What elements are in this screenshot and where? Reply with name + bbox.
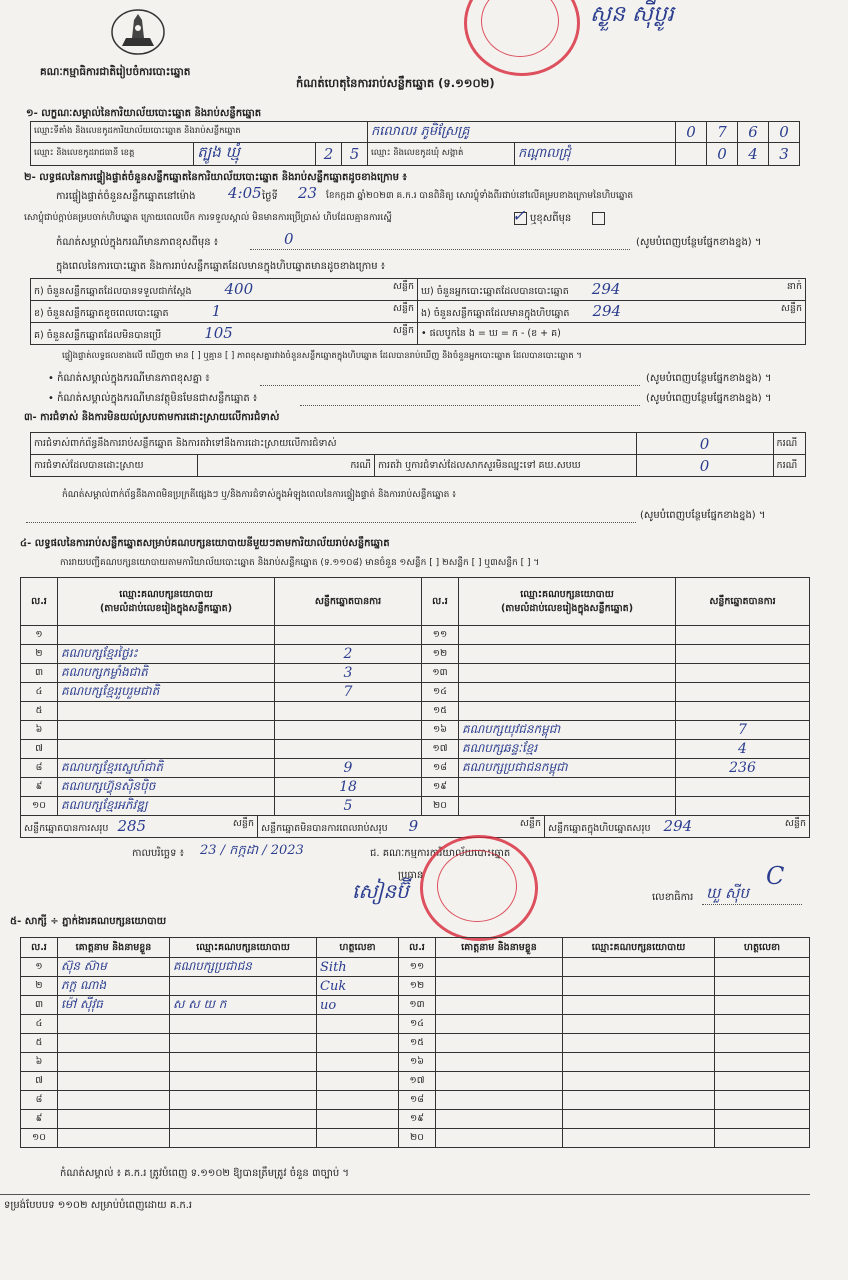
vote-count	[275, 721, 422, 740]
vote-count	[275, 740, 422, 759]
witness-name	[58, 1129, 170, 1148]
total-valid: 285	[117, 817, 147, 835]
witness-party: គណបក្សប្រជាជន	[170, 958, 317, 977]
col-party: ឈ្មោះគណបក្សនយោបាយ	[520, 588, 614, 600]
row-number: ១៥	[399, 1034, 436, 1053]
witness-party: ស ស យ ក	[170, 996, 317, 1015]
vote-count: 7	[275, 683, 422, 702]
row-number: ១២	[422, 645, 459, 664]
objection-note: កំណត់សម្គាល់ពាក់ព័ន្ធនឹងភាពមិនប្រក្រតីផ្សេងៗ ឬ/និងការជំទាស់ក្នុងអំឡុងពេលនៃការផ្ទៀងផ្ទាត់ និងការរាប់សន្លឹកឆ្នោត ៖	[62, 490, 457, 500]
row-number: ១២	[399, 977, 436, 996]
vote-count: 7	[676, 721, 810, 740]
row-number: ៩	[21, 778, 58, 797]
table-row	[21, 1034, 810, 1053]
table-row	[21, 1053, 810, 1072]
org-name: គណៈកម្មាធិការជាតិរៀបចំការបោះឆ្នោត	[40, 66, 191, 78]
col-sign: ហត្ថលេខា	[317, 938, 399, 958]
row-number: ១៥	[422, 702, 459, 721]
commune-code-digit: 3	[769, 143, 800, 166]
witness-signature	[715, 977, 810, 996]
row-number: ១	[21, 958, 58, 977]
province-code-digit: 2	[315, 143, 341, 166]
objection-row2b-value: 0	[636, 455, 773, 477]
row-number: ១៩	[399, 1110, 436, 1129]
witness-party	[563, 958, 715, 977]
table-row	[21, 645, 810, 664]
witness-party	[170, 1091, 317, 1110]
witness-name: ម៉ៅ ស៊ីវុធ	[58, 996, 170, 1015]
seal-different-checkbox	[592, 212, 605, 225]
row-number: ២	[21, 645, 58, 664]
party-name	[459, 664, 676, 683]
province-name: ត្បូង ឃ្មុំ	[194, 143, 316, 166]
note-foreign-object: • កំណត់សម្គាល់ក្នុងករណីមានវត្ថុមិនមែនជាសន្លឹកឆ្នោត ៖	[48, 393, 258, 404]
table-row	[21, 1015, 810, 1034]
party-name: គណបក្សប្រជាជនកម្ពុជា	[459, 759, 676, 778]
table-row	[21, 1129, 810, 1148]
row-number: ៨	[21, 759, 58, 778]
counts-intro: ក្នុងពេលនៃការបោះឆ្នោត និងការរាប់សន្លឹកឆ្នោតដែលមានក្នុងហិបឆ្នោតមានដូចខាងក្រោម ៖	[56, 261, 386, 272]
party-name: គណបក្សខ្មែរអភិវឌ្ឍ	[58, 797, 275, 816]
row-number: ១៦	[422, 721, 459, 740]
item-e-value: 294	[592, 302, 622, 320]
witness-name	[58, 1110, 170, 1129]
compare-line: ផ្ទៀងផ្ទាត់លទ្ធផលខាងលើ ឃើញថា មាន [ ] ឬគ្មាន [ ] ភាពខុសគ្នារវាងចំនួនសន្លឹកឆ្នោតក្នុងហិបឆ្នោត ដែលបានរាប់ឃើញ និងចំនួនអ្នកបោះឆ្នោត ដែលបានបោះឆ្នោត ។	[62, 351, 582, 361]
date-label: កាលបរិច្ឆេទ ៖	[132, 848, 185, 859]
section4-intro: ការរាយបញ្ជីគណបក្សនយោបាយតាមការិយាល័យបោះឆ្នោត និងរាប់សន្លឹកឆ្នោត (ទ.១១០៨) មានចំនួន ១សន្លឹក [ ] ២សន្លឹក [ ] ឬ៣សន្លឹក [ ] ។	[60, 558, 540, 568]
col-votes: សន្លឹកឆ្នោតបានការ	[676, 578, 810, 626]
item-b-label: ខ) ចំនួនសន្លឹកឆ្នោតខូចពេលបោះឆ្នោត	[34, 308, 169, 319]
witness-signature	[715, 996, 810, 1015]
row-number: ១១	[422, 626, 459, 645]
party-name	[58, 740, 275, 759]
empty-cell	[676, 143, 707, 166]
item-a-value: 400	[224, 280, 254, 298]
unit-sheet: សន្លឹក	[392, 303, 414, 314]
row-number: ១	[21, 626, 58, 645]
objection-row1-label: ការជំទាស់ពាក់ព័ន្ធនឹងការរាប់សន្លឹកឆ្នោត និងការតវ៉ាទៅនឹងការដោះស្រាយលើការជំទាស់	[31, 433, 637, 455]
witness-name: ស៊ុន ស៊ាម	[58, 958, 170, 977]
vote-count: 9	[275, 759, 422, 778]
unit-sheet: សន្លឹក	[392, 325, 414, 336]
vote-count: 3	[275, 664, 422, 683]
vote-count: 5	[275, 797, 422, 816]
row-number: ៧	[21, 740, 58, 759]
witness-name	[436, 1129, 563, 1148]
witness-name	[436, 1034, 563, 1053]
witness-name	[58, 1072, 170, 1091]
reason-value: 0	[284, 230, 294, 248]
row-number: ១៧	[399, 1072, 436, 1091]
table-row	[21, 1110, 810, 1129]
verify-line-c: ខែកក្កដា ឆ្នាំ២០២៣ គ.ក.រ បានពិនិត្យ សោរប្លុំទាំងពីរជាប់នៅលើគម្របខាងក្រោមនៃហិបឆ្នោត	[326, 191, 634, 201]
row-number: ៩	[21, 1110, 58, 1129]
witness-name	[436, 1072, 563, 1091]
location-name: កលោលរ ភូមិស្រែគ្រូ	[368, 122, 676, 143]
witness-signature: Sith	[317, 958, 399, 977]
table-row	[21, 721, 810, 740]
vote-count	[676, 683, 810, 702]
table-row	[21, 664, 810, 683]
vote-count	[676, 626, 810, 645]
witness-signature	[715, 1034, 810, 1053]
witness-name	[436, 1053, 563, 1072]
witness-signature	[317, 1129, 399, 1148]
witness-signature: Cuk	[317, 977, 399, 996]
vote-count: 236	[676, 759, 810, 778]
total-box: 294	[663, 817, 693, 835]
chair-signature: សៀនប៊ី	[352, 879, 409, 903]
party-name	[459, 702, 676, 721]
witness-signature	[317, 1091, 399, 1110]
witness-name	[436, 1110, 563, 1129]
col-no: ល.រ	[422, 578, 459, 626]
unit-case: ករណី	[773, 455, 805, 477]
party-name: គណបក្សខ្មែររួបរួមជាតិ	[58, 683, 275, 702]
col-name: គោត្តនាម និងនាមខ្លួន	[58, 938, 170, 958]
row-number: ២	[21, 977, 58, 996]
witness-party	[170, 1034, 317, 1053]
table-row	[21, 958, 810, 977]
location-code-digit: 0	[769, 122, 800, 143]
witness-table	[20, 937, 810, 1148]
witness-signature	[715, 1110, 810, 1129]
witness-party	[170, 1129, 317, 1148]
table-row	[21, 778, 810, 797]
seal-line: សោប្លុំជាប់ក្តាប់គម្របចាក់ហិបឆ្នោត ក្រោយពេលបើក ការទទួលស្គាល់ មិនមានការប្រើប្រាស់ ហិបដែលគ្មានការស្នើ	[24, 213, 392, 223]
unit-sheet: សន្លឹក	[784, 818, 806, 829]
col-party-sub: (តាមលំដាប់លេខរៀងក្នុងសន្លឹកឆ្នោត)	[500, 602, 634, 614]
table-row	[21, 740, 810, 759]
witness-name	[58, 1091, 170, 1110]
date-value: 23 / កក្កដា / 2023	[200, 843, 304, 858]
results-table	[20, 577, 810, 816]
row-number: ១៧	[422, 740, 459, 759]
province-code-digit: 5	[341, 143, 367, 166]
party-name	[58, 721, 275, 740]
vote-count: 18	[275, 778, 422, 797]
witness-signature	[715, 1091, 810, 1110]
witness-party	[563, 1110, 715, 1129]
table-row	[21, 759, 810, 778]
objection-row2b-label: ការតវ៉ា ឬការជំទាស់ដែលសាកសួរមិនឈ្នះទៅ គឃ.សបឃ	[375, 455, 637, 477]
section5-title: ៥- សាក្សី ÷ ភ្នាក់ងារគណបក្សនយោបាយ	[10, 916, 167, 927]
witness-signature	[715, 1053, 810, 1072]
vote-count	[275, 626, 422, 645]
witness-name	[436, 1091, 563, 1110]
party-name	[459, 778, 676, 797]
reason-label: កំណត់សម្គាល់ក្នុងករណីមានភាពខុសពីមុន ៖	[56, 237, 219, 248]
unit-sheet: សន្លឹក	[780, 303, 802, 314]
form-reference: ទម្រង់បែបបទ ១១០២ សម្រាប់បំពេញដោយ គ.ក.រ	[4, 1200, 193, 1211]
table-row	[21, 626, 810, 645]
col-party: ឈ្មោះគណបក្សនយោបាយ	[170, 938, 317, 958]
witness-signature: uo	[317, 996, 399, 1015]
col-votes: សន្លឹកឆ្នោតបានការ	[275, 578, 422, 626]
vote-count: 4	[676, 740, 810, 759]
witness-signature	[317, 1110, 399, 1129]
unit-sheet: សន្លឹក	[392, 281, 414, 292]
unit-person: នាក់	[786, 281, 802, 292]
witness-name: ភក្ដ ណាង	[58, 977, 170, 996]
footer-note: កំណត់សម្គាល់ ៖ គ.ក.រ ត្រូវបំពេញ ទ.១១០២ ឱ្យបានត្រឹមត្រូវ ចំនួន ៣ច្បាប់ ។	[60, 1168, 349, 1179]
row-number: ៦	[21, 721, 58, 740]
verify-line-b: ថ្ងៃទី	[262, 191, 278, 202]
vote-count	[676, 797, 810, 816]
party-name	[58, 626, 275, 645]
witness-signature	[715, 1072, 810, 1091]
committee-seal-icon	[420, 835, 538, 941]
row-number: ៤	[21, 1015, 58, 1034]
total-invalid-label: សន្លឹកឆ្នោតមិនបានការពេលរាប់សរុប	[261, 823, 388, 834]
row-number: ១៣	[399, 996, 436, 1015]
section1-title: ១- លក្ខណៈសម្គាល់នៃការិយាល័យបោះឆ្នោត និងរាប់សន្លឹកឆ្នោត	[26, 108, 262, 119]
row-number: ២០	[422, 797, 459, 816]
table-row	[21, 1072, 810, 1091]
row-number: ៨	[21, 1091, 58, 1110]
witness-party	[563, 977, 715, 996]
col-party-sub: (តាមលំដាប់លេខរៀងក្នុងសន្លឹកឆ្នោត)	[99, 602, 233, 614]
party-name: គណបក្សឆន្ទៈខ្មែរ	[459, 740, 676, 759]
party-name: គណបក្សខ្មែរថ្ងៃរះ	[58, 645, 275, 664]
witness-signature	[317, 1034, 399, 1053]
section2-title: ២- លទ្ធផលនៃការផ្ទៀងផ្ទាត់ចំនួនសន្លឹកឆ្នោតនៃការិយាល័យបោះឆ្នោត និងរាប់សន្លឹកឆ្នោតដូចខាងក្រោម ៖	[24, 172, 407, 183]
party-name: គណបក្សកម្លាំងជាតិ	[58, 664, 275, 683]
secretary-label: លេខាធិការ	[652, 892, 694, 903]
total-invalid: 9	[408, 817, 419, 835]
item-c-value: 105	[204, 324, 233, 342]
vote-count	[676, 778, 810, 797]
col-party: ឈ្មោះគណបក្សនយោបាយ	[563, 938, 715, 958]
vote-count: 2	[275, 645, 422, 664]
col-name: គោត្តនាម និងនាមខ្លួន	[436, 938, 563, 958]
witness-party	[563, 1091, 715, 1110]
unit-case: ករណី	[773, 433, 805, 455]
note-difference: • កំណត់សម្គាល់ក្នុងករណីមានភាពខុសគ្នា ៖	[48, 373, 210, 384]
witness-signature	[715, 1129, 810, 1148]
row-number: ១០	[21, 1129, 58, 1148]
party-name	[459, 626, 676, 645]
footer-divider	[0, 1194, 810, 1195]
row-number: ២០	[399, 1129, 436, 1148]
party-name	[58, 702, 275, 721]
item-e-label: ង) ចំនួនសន្លឹកឆ្នោតដែលមានក្នុងហិបឆ្នោត	[421, 308, 570, 319]
national-emblem-icon	[108, 6, 168, 58]
commune-code-digit: 0	[707, 143, 738, 166]
formula: • ផលបូកនៃ ង = ឃ = ក - (ខ + គ)	[418, 323, 806, 345]
col-no: ល.រ	[21, 578, 58, 626]
section3-title: ៣- ការជំទាស់ និងការមិនយល់ស្របតាមការដោះស្រាយលើការជំទាស់	[24, 412, 280, 423]
party-name	[459, 683, 676, 702]
unit-sheet: សន្លឹក	[232, 818, 254, 829]
table-row	[21, 702, 810, 721]
party-name	[459, 797, 676, 816]
vote-count	[676, 645, 810, 664]
location-code-digit: 7	[707, 122, 738, 143]
row-number: ១៤	[399, 1015, 436, 1034]
row-number: ១៦	[399, 1053, 436, 1072]
item-b-value: 1	[211, 302, 222, 320]
verify-time: 4:05	[228, 184, 262, 202]
row-number: ១៩	[422, 778, 459, 797]
row-number: ១៨	[399, 1091, 436, 1110]
witness-party	[563, 1015, 715, 1034]
witness-name	[436, 1015, 563, 1034]
witness-party	[170, 1015, 317, 1034]
witness-name	[58, 1015, 170, 1034]
witness-signature	[715, 1015, 810, 1034]
results-totals	[20, 815, 810, 838]
row-number: ៥	[21, 702, 58, 721]
party-name	[459, 645, 676, 664]
seal-different-label: ឬខុសពីមុន	[530, 213, 572, 224]
table-row	[21, 977, 810, 996]
row-number: ១៣	[422, 664, 459, 683]
commune-label: ឈ្មោះ និងលេខកូដឃុំ សង្កាត់	[368, 143, 515, 166]
witness-party	[170, 977, 317, 996]
item-a-label: ក) ចំនួនសន្លឹកឆ្នោតដែលបានទទួលជាក់ស្តែង	[34, 286, 192, 297]
section4-title: ៤- លទ្ធផលនៃការរាប់សន្លឹកឆ្នោតសម្រាប់គណបក្សនយោបាយនីមួយៗតាមការិយាល័យរាប់សន្លឹកឆ្នោត	[20, 538, 390, 549]
row-number: ៤	[21, 683, 58, 702]
row-number: ៣	[21, 996, 58, 1015]
witness-name	[58, 1034, 170, 1053]
row-number: ១០	[21, 797, 58, 816]
party-name: គណបក្សហ៊្វុនស៊ិនប៉ិច	[58, 778, 275, 797]
row-number: ៦	[21, 1053, 58, 1072]
witness-signature	[317, 1072, 399, 1091]
form-title: កំណត់ហេតុនៃការរាប់សន្លឹកឆ្នោត (ទ.១១០២)	[296, 76, 495, 90]
province-label: ឈ្មោះ និងលេខកូដរាជធានី ខេត្ត	[31, 143, 194, 166]
col-no: ល.រ	[21, 938, 58, 958]
official-seal-icon	[464, 0, 580, 76]
table-row	[21, 683, 810, 702]
witness-party	[563, 1129, 715, 1148]
location-label: ឈ្មោះទីតាំង និងលេខកូដការិយាល័យបោះឆ្នោត និងរាប់សន្លឹកឆ្នោត	[31, 122, 368, 143]
objection-fill-note: (សូមបំពេញបន្ថែមផ្នែកខាងខ្នង) ។	[640, 510, 766, 521]
seal-ok-mark: ✓	[512, 206, 526, 225]
witness-party	[563, 996, 715, 1015]
vote-count	[275, 702, 422, 721]
note1-fill: (សូមបំពេញបន្ថែមផ្នែកខាងខ្នង) ។	[646, 373, 772, 384]
total-box-label: សន្លឹកឆ្នោតក្នុងហិបឆ្នោតសរុប	[548, 823, 651, 834]
row-number: ១១	[399, 958, 436, 977]
table-row	[21, 1091, 810, 1110]
unit-case: ករណី	[350, 459, 371, 471]
chair-label: ប្រធាន	[398, 870, 424, 881]
witness-party	[170, 1053, 317, 1072]
secretary-signature: ឃួ ស៊ីប	[706, 884, 749, 902]
top-signature: ស្ងួន ស៊ីប្លូរ	[590, 2, 674, 27]
objection-row2-label: ការជំទាស់ដែលបានដោះស្រាយ	[31, 455, 198, 477]
location-code-digit: 0	[676, 122, 707, 143]
secretary-mark: C	[766, 862, 785, 890]
verify-day: 23	[298, 184, 318, 202]
row-number: ១៤	[422, 683, 459, 702]
col-party: ឈ្មោះគណបក្សនយោបាយ	[119, 588, 213, 600]
verify-line-a: ការផ្ទៀងផ្ទាត់ចំនួនសន្លឹកឆ្នោតនៅម៉ោង	[56, 191, 196, 202]
location-table	[30, 121, 800, 166]
witness-signature	[715, 958, 810, 977]
row-number: ៥	[21, 1034, 58, 1053]
commune-code-digit: 4	[738, 143, 769, 166]
witness-party	[563, 1034, 715, 1053]
vote-count	[676, 664, 810, 683]
item-d-label: ឃ) ចំនួនអ្នកបោះឆ្នោតដែលបានបោះឆ្នោត	[421, 286, 569, 297]
witness-party	[563, 1053, 715, 1072]
table-row	[21, 797, 810, 816]
witness-name	[436, 977, 563, 996]
witness-party	[170, 1072, 317, 1091]
total-valid-label: សន្លឹកឆ្នោតបានការសរុប	[24, 823, 109, 834]
item-d-value: 294	[591, 280, 621, 298]
col-sign: ហត្ថលេខា	[715, 938, 810, 958]
commune-name: កណ្តាលជ្រុំ	[515, 143, 676, 166]
witness-name	[436, 996, 563, 1015]
committee-label: ជ. គណៈកម្មការការិយាល័យបោះឆ្នោត	[370, 848, 511, 859]
table-row	[21, 996, 810, 1015]
col-no: ល.រ	[399, 938, 436, 958]
witness-signature	[317, 1053, 399, 1072]
objection-row1-value: 0	[636, 433, 773, 455]
location-code-digit: 6	[738, 122, 769, 143]
note2-fill: (សូមបំពេញបន្ថែមផ្នែកខាងខ្នង) ។	[646, 393, 772, 404]
unit-sheet: សន្លឹក	[519, 818, 541, 829]
witness-name	[436, 958, 563, 977]
objection-table	[30, 432, 806, 477]
reason-fill-note: (សូមបំពេញបន្ថែមផ្នែកខាងខ្នង) ។	[636, 237, 762, 248]
witness-party	[563, 1072, 715, 1091]
item-c-label: គ) ចំនួនសន្លឹកឆ្នោតដែលមិនបានប្រើ	[34, 330, 162, 341]
row-number: ៧	[21, 1072, 58, 1091]
party-name: គណបក្សខ្មែរស្នេហ៍ជាតិ	[58, 759, 275, 778]
witness-party	[170, 1110, 317, 1129]
witness-signature	[317, 1015, 399, 1034]
counts-table	[30, 278, 806, 345]
party-name: គណបក្សយុវជនកម្ពុជា	[459, 721, 676, 740]
row-number: ៣	[21, 664, 58, 683]
witness-name	[58, 1053, 170, 1072]
vote-count	[676, 702, 810, 721]
row-number: ១៨	[422, 759, 459, 778]
